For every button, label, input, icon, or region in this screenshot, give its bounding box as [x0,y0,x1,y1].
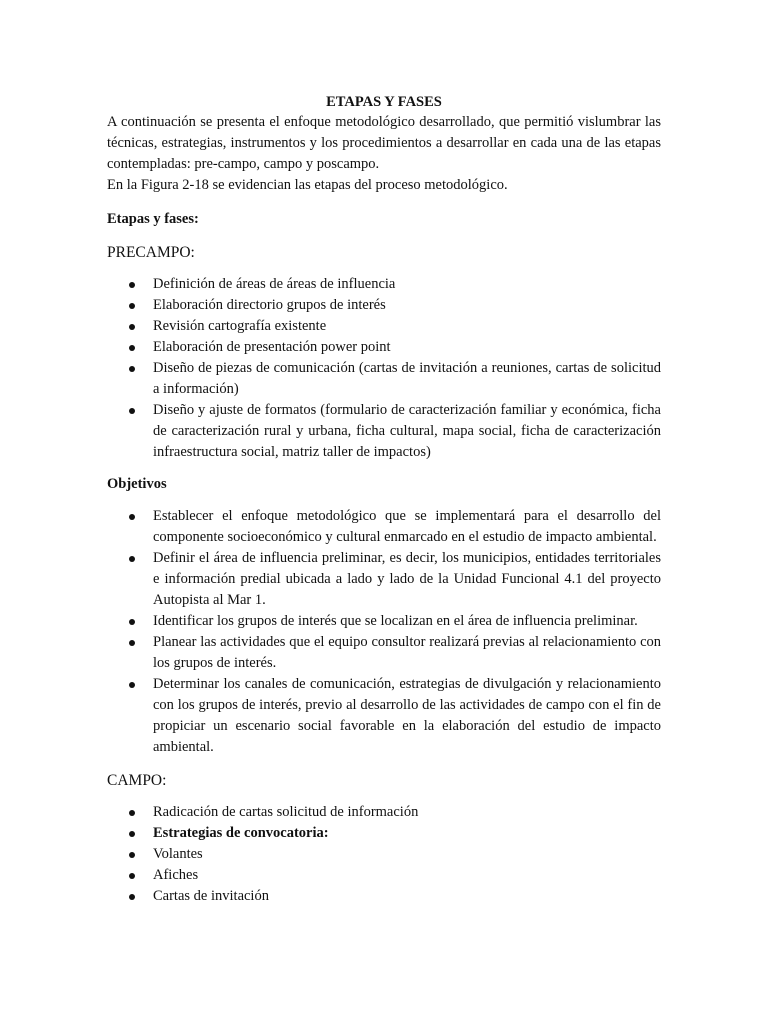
intro-paragraph: A continuación se presenta el enfoque metodológico desarrollado, que permitió vislumbrar las técnicas, estrategias, instrumentos y los procedimientos a desarrollar en cada una de las etapas contempladas: pre-campo, campo y poscampo. [107,114,661,172]
list-item: Revisión cartografía existente [107,316,661,337]
list-item: Radicación de cartas solicitud de información [107,802,661,823]
list-item: Diseño y ajuste de formatos (formulario de caracterización familiar y económica, ficha de caracterización rural y urbana, ficha cultural, mapa social, ficha de caracterización infraestructura social, matriz taller de impactos) [107,400,661,463]
bullet-icon [129,873,135,879]
objetivos-list [107,506,661,758]
list-item: Cartas de invitación [107,886,661,907]
bullet-icon [129,324,135,330]
page-title: ETAPAS Y FASES [326,94,442,110]
list-item: Elaboración de presentación power point [107,337,661,358]
list-item: Definir el área de influencia preliminar, es decir, los municipios, entidades territoriales e información predial ubicada a lado y lado de la Unidad Funcional 4.1 del proyecto Autopista al Mar 1. [107,548,661,611]
bullet-icon [129,831,135,837]
list-item: Identificar los grupos de interés que se localizan en el área de influencia preliminar. [107,611,661,632]
bullet-icon [129,514,135,520]
campo-heading: CAMPO: [107,772,167,789]
bullet-icon [129,640,135,646]
list-item: Establecer el enfoque metodológico que se implementará para el desarrollo del componente socioeconómico y cultural enmarcado en el estudio de impacto ambiental. [107,506,661,548]
precampo-list [107,274,661,463]
bullet-icon [129,556,135,562]
campo-list [107,802,661,907]
bullet-icon [129,894,135,900]
etapas-heading: Etapas y fases: [107,211,199,227]
objetivos-heading: Objetivos [107,476,167,492]
list-item: Elaboración directorio grupos de interés [107,295,661,316]
list-item: Planear las actividades que el equipo consultor realizará previas al relacionamiento con los grupos de interés. [107,632,661,674]
bullet-icon [129,682,135,688]
bullet-icon [129,852,135,858]
list-item: Diseño de piezas de comunicación (cartas de invitación a reuniones, cartas de solicitud a información) [107,358,661,400]
list-item: Estrategias de convocatoria: [107,823,661,844]
bullet-icon [129,366,135,372]
precampo-heading: PRECAMPO: [107,244,195,261]
bullet-icon [129,345,135,351]
bullet-icon [129,408,135,414]
list-item: Definición de áreas de áreas de influencia [107,274,661,295]
list-item: Determinar los canales de comunicación, estrategias de divulgación y relacionamiento con los grupos de interés, previo al desarrollo de las actividades de campo con el fin de propiciar un escenario social favorable en la elaboración del estudio de impacto ambiental. [107,674,661,758]
bullet-icon [129,619,135,625]
list-item: Volantes [107,844,661,865]
figure-reference-paragraph: En la Figura 2-18 se evidencian las etapas del proceso metodológico. [107,177,508,193]
bullet-icon [129,810,135,816]
bullet-icon [129,303,135,309]
bullet-icon [129,282,135,288]
list-item: Afiches [107,865,661,886]
